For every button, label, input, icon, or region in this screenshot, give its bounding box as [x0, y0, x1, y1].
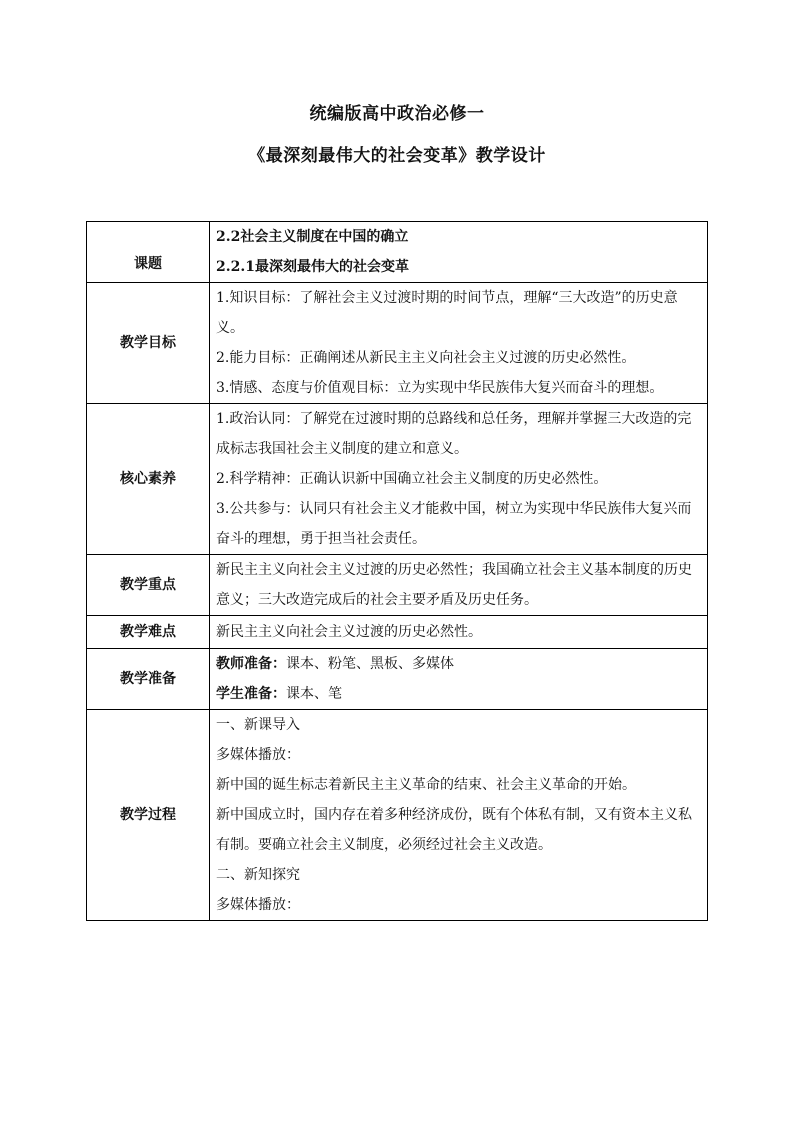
objective-item: 3.情感、态度与价值观目标：立为实现中华民族伟大复兴而奋斗的理想。	[216, 380, 664, 396]
process-item: 新中国成立时，国内存在着多种经济成份，既有个体私有制，又有资本主义私有制。要确立社会主义制度，必须经过社会主义改造。	[216, 807, 692, 853]
row-literacy	[87, 404, 708, 555]
process-item: 新中国的诞生标志着新民主主义革命的结束、社会主义革命的开始。	[216, 777, 636, 793]
lesson-plan-table	[86, 221, 708, 921]
content-literacy	[210, 404, 708, 555]
process-item: 多媒体播放：	[216, 897, 300, 913]
process-item: 多媒体播放：	[216, 747, 300, 763]
objective-item: 1.知识目标：了解社会主义过渡时期的时间节点，理解“三大改造”的历史意义。	[216, 290, 678, 336]
title-line-2: 《最深刻最伟大的社会变革》教学设计	[248, 146, 546, 166]
topic-line-1: 2.2社会主义制度在中国的确立	[216, 229, 409, 245]
content-difficulties: 新民主主义向社会主义过渡的历史必然性。	[210, 616, 708, 649]
label-objectives: 教学目标	[87, 283, 210, 404]
objective-item: 2.能力目标：正确阐述从新民主主义向社会主义过渡的历史必然性。	[216, 350, 636, 366]
student-preparation-label: 学生准备：	[216, 686, 286, 702]
label-key-points: 教学重点	[87, 555, 210, 616]
topic-line-2: 2.2.1最深刻最伟大的社会变革	[216, 259, 409, 275]
content-process	[210, 710, 708, 921]
row-preparation	[87, 649, 708, 710]
row-difficulties	[87, 616, 708, 649]
row-topic	[87, 222, 708, 283]
student-preparation	[216, 679, 701, 709]
label-topic: 课题	[87, 222, 210, 283]
teacher-preparation-label: 教师准备：	[216, 656, 286, 672]
content-objectives	[210, 283, 708, 404]
row-objectives	[87, 283, 708, 404]
row-key-points	[87, 555, 708, 616]
content-key-points: 新民主主义向社会主义过渡的历史必然性；我国确立社会主义基本制度的历史意义；三大改造完成后的社会主要矛盾及历史任务。	[210, 555, 708, 616]
literacy-item: 2.科学精神：正确认识新中国确立社会主义制度的历史必然性。	[216, 471, 608, 487]
content-topic	[210, 222, 708, 283]
literacy-item: 3.公共参与：认同只有社会主义才能救中国，树立为实现中华民族伟大复兴而奋斗的理想，勇于担当社会责任。	[216, 501, 692, 547]
process-item: 二、新知探究	[216, 867, 300, 883]
student-preparation-text: 课本、笔	[286, 686, 342, 702]
title-line-1: 统编版高中政治必修一	[309, 104, 485, 124]
teacher-preparation	[216, 649, 701, 679]
label-difficulties: 教学难点	[87, 616, 210, 649]
label-literacy: 核心素养	[87, 404, 210, 555]
process-item: 一、新课导入	[216, 717, 300, 733]
content-preparation	[210, 649, 708, 710]
teacher-preparation-text: 课本、粉笔、黑板、多媒体	[286, 656, 454, 672]
literacy-item: 1.政治认同：了解党在过渡时期的总路线和总任务，理解并掌握三大改造的完成标志我国社会主义制度的建立和意义。	[216, 411, 692, 457]
document-title	[0, 104, 794, 166]
label-process: 教学过程	[87, 710, 210, 921]
row-process	[87, 710, 708, 921]
label-preparation: 教学准备	[87, 649, 210, 710]
